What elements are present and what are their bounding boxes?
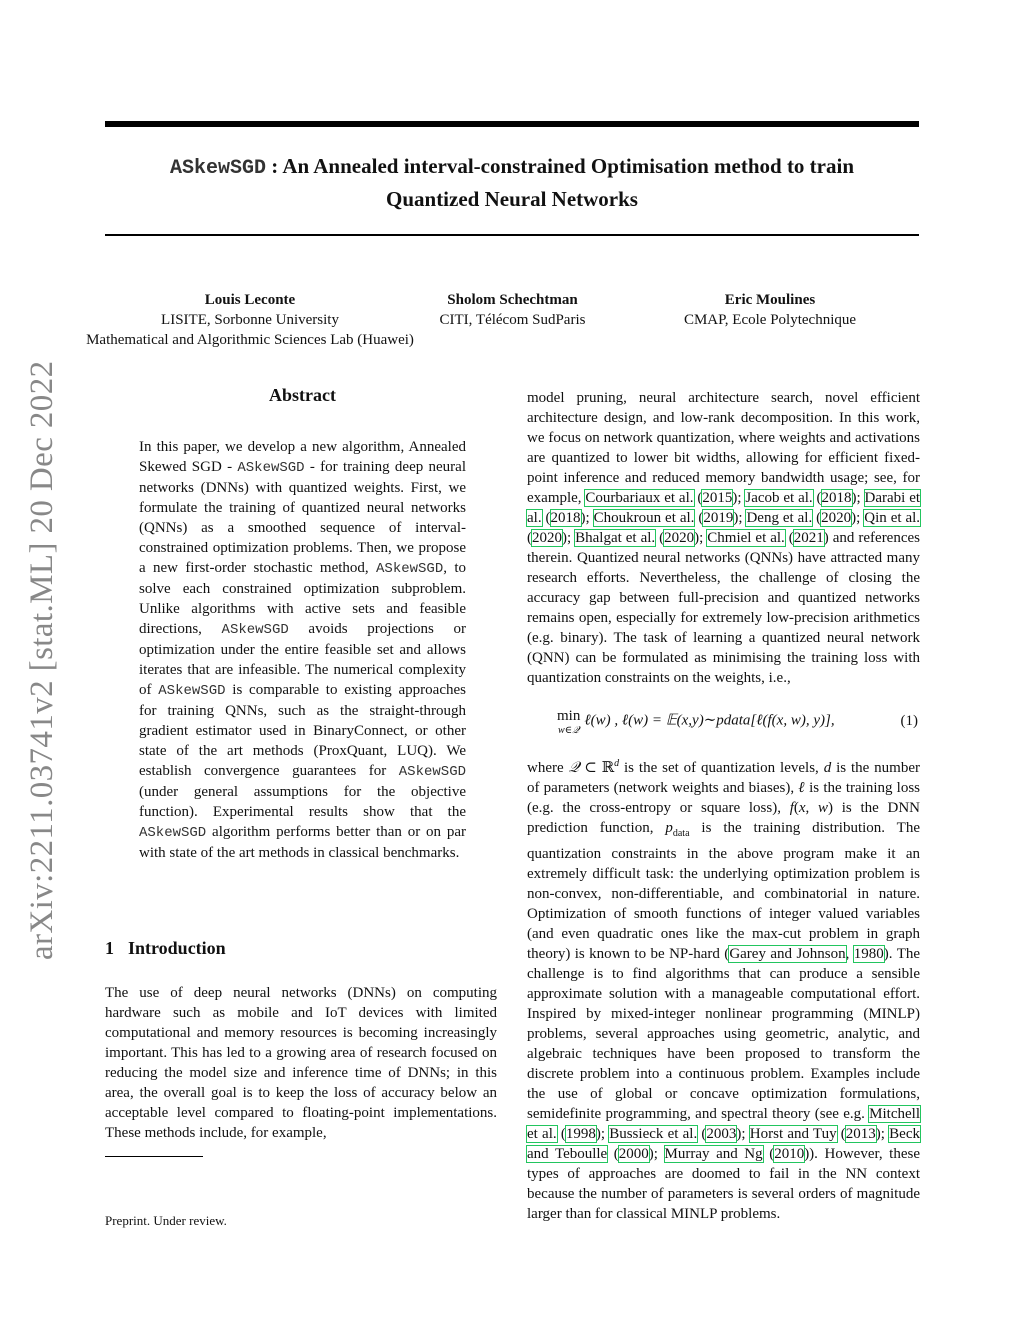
citation-link[interactable]: 2020 (821, 510, 852, 526)
citation-link[interactable]: Bhalgat et al. (575, 530, 656, 546)
citation-link[interactable]: 1980 (853, 946, 884, 962)
citation-link[interactable]: 2015 (702, 490, 733, 506)
citation-link[interactable]: 2000 (618, 1146, 649, 1162)
citation-link[interactable]: 2019 (703, 510, 734, 526)
citation-link[interactable]: Horst and Tuy (749, 1126, 837, 1142)
citation-link[interactable]: Garey and Johnson (729, 946, 846, 962)
citation-link[interactable]: Choukroun et al. (593, 510, 695, 526)
citation-link[interactable]: 2020 (532, 530, 562, 546)
title-bottom-rule (105, 234, 919, 236)
title-line-2: Quantized Neural Networks (386, 187, 638, 211)
right-column (527, 388, 920, 1224)
preprint-footnote: Preprint. Under review. (105, 1213, 227, 1228)
equation-min: min w∈𝒬 (557, 708, 581, 736)
author-1: Louis Leconte LISITE, Sorbonne University Mathematical and Algorithmic Sciences Lab (Huawei) (86, 292, 414, 348)
equation-number: (1) (900, 713, 918, 729)
citation-link[interactable]: Chmiel et al. (707, 530, 785, 546)
citation-link[interactable]: 2010 (774, 1146, 805, 1162)
citation-link[interactable]: Beck and Teboulle (527, 1126, 920, 1162)
abstract-heading: Abstract (269, 385, 336, 405)
arxiv-stamp: arXiv:2211.03741v2 [stat.ML] 20 Dec 2022 (24, 360, 60, 960)
citation-link[interactable]: Qin et al. (864, 510, 921, 526)
citation-link[interactable]: 2018 (821, 490, 852, 506)
citation-link[interactable]: Jacob et al. (745, 490, 813, 506)
introduction-paragraph: The use of deep neural networks (DNNs) on computing hardware such as mobile and IoT devices with limited computational and memory resources is becoming increasingly important. This has led to a growing area of research focused on reducing the model size and inference time of DNNs; in this area, the overall goal is to keep the loss of accuracy below an acceptable level compared to floating-point implementations. These methods include, for example, (105, 985, 497, 1141)
author-3: Eric Moulines CMAP, Ecole Polytechnique (683, 292, 857, 328)
citation-link[interactable]: Darabi et al. (527, 490, 921, 526)
paper-title: ASkewSGD : An Annealed interval-constrained Optimisation method to train Quantized Neural Networks (105, 151, 919, 214)
citation-link[interactable]: Murray and Ng (664, 1146, 763, 1162)
citation-link[interactable]: Mitchell et al. (527, 1106, 920, 1142)
right-paragraph-1: model pruning, neural architecture search, novel efficient architecture design, and low-rank decomposition. In this work, we focus on network quantization, where weights and activations are quantized to lower bit widths, allowing for efficient fixed-point inference and reduced memory bandwidth usage; see, for example, Courbariaux et al. (2015); Jacob et al. (2018); Darabi et al. (2018); Choukroun et al. (2019); Deng et al. (2020); Qin et al. (2020); Bhalgat et al. (2020); Chmiel et al. (2021) and references therein. Quantized neural networks (QNNs) have attracted many research efforts. Nevertheless, the challenge of closing the accuracy gap between full-precision and quantized networks remains open, especially for extremely low-precision arithmetics (e.g. binary). The task of learning a quantized neural network (QNN) can be formulated as minimising the training loss with quantization constraints on the weights, i.e., (527, 390, 921, 686)
citation-link[interactable]: 2013 (845, 1126, 876, 1142)
citation-link[interactable]: 2003 (706, 1126, 737, 1142)
equation-1 (527, 697, 920, 745)
footnote-rule (105, 1156, 203, 1157)
citation-link[interactable]: Deng et al. (746, 510, 813, 526)
citation-link[interactable]: Courbariaux et al. (585, 490, 694, 506)
section-heading-introduction: 1 Introduction (105, 938, 226, 958)
abstract-body: In this paper, we develop a new algorithm, Annealed Skewed SGD - ASkewSGD - for training deep neural networks (DNNs) with quantized weights. First, we formulate the training of quantized neural networks (QNNs) as a smoothed sequence of interval-constrained optimization problems. Then, we propose a new first-order stochastic method, ASkewSGD, to solve each constrained optimization subproblem. Unlike algorithms with active sets and feasible directions, ASkewSGD avoids projections or optimization under the entire feasible set and allows iterates that are infeasible. The numerical complexity of ASkewSGD is comparable to existing approaches for training QNNs, such as the straight-through gradient estimator used in BinaryConnect, or other state of the art methods (ProxQuant, LUQ). We establish convergence guarantees for ASkewSGD (under general assumptions for the objective function). Experimental results show that the ASkewSGD algorithm performs better than or on par with state of the art methods in classical benchmarks. (139, 439, 466, 861)
citation-link[interactable]: Bussieck et al. (609, 1126, 698, 1142)
citation-link[interactable]: 1998 (565, 1126, 596, 1142)
title-top-rule (105, 121, 919, 127)
right-paragraph-2: where 𝒬 ⊂ ℝ$^d$ is the set of quantization levels, d is the number of parameters (network weights and biases), ℓ is the training loss (e.g. the cross-entropy or square loss), f(x, w) is the DNN prediction function, $p_{data}$ is the training distribution. The quantization constraints in the above program make it an extremely difficult task: the underlying optimization problem is non-convex, non-differentiable, and combinatorial in nature. Optimization of smooth functions of integer valued variables (and even quadratic ones like the max-cut problem in graph theory) is known to be NP-hard (Garey and Johnson, 1980). The challenge is to find algorithms that can produce a sensible approximate solution with a manageable computational effort. Inspired by mixed-integer nonlinear programming (MINLP) problems, several approaches using geometric, analytic, and algebraic techniques have been proposed to transform the discrete problem into a continuous problem. Examples include the use of global or concave optimization formulations, semidefinite programming, and spectral theory (see e.g. Mitchell et al. (1998); Bussieck et al. (2003); Horst and Tuy (2013); Beck and Teboulle (2000); Murray and Ng (2010)). However, these types of approaches are doomed to fail in the NN context because the number of parameters is several orders of magnitude larger than for classical MINLP problems. (527, 758, 921, 1222)
citation-link[interactable]: 2021 (793, 530, 824, 546)
equation-body: min w∈𝒬 ℓ(w) , ℓ(w) = 𝔼(x,y)∼pdata[ℓ(f(x, w), y)], (557, 708, 835, 736)
citation-link[interactable]: 2020 (664, 530, 695, 546)
author-2: Sholom Schechtman CITI, Télécom SudParis (439, 292, 586, 328)
title-algorithm-name: ASkewSGD (169, 157, 266, 180)
citation-link[interactable]: 2018 (550, 510, 581, 526)
